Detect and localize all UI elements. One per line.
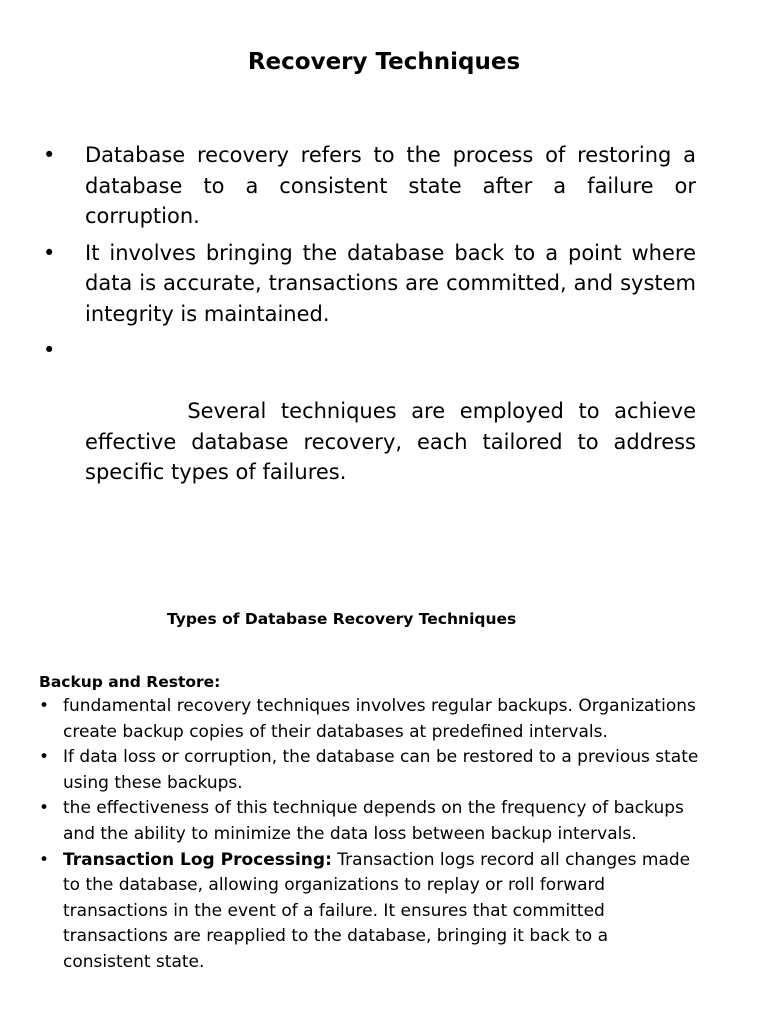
list-item bbox=[43, 335, 703, 518]
bullet-icon: • bbox=[43, 338, 56, 362]
sub-bullet-list bbox=[39, 694, 699, 976]
bullet-icon: • bbox=[39, 696, 50, 716]
bullet-icon: • bbox=[39, 798, 50, 819]
section-title: Types of Database Recovery Techniques bbox=[167, 610, 517, 628]
bullet-text: Several techniques are employed to achieve effective database recovery, each tailored to address specific types of failures. bbox=[85, 399, 703, 484]
list-item bbox=[39, 848, 699, 976]
bullet-icon: • bbox=[43, 240, 56, 265]
bullet-bold-term: Transaction Log Processing: bbox=[63, 849, 332, 870]
bullet-text: the effectiveness of this technique depends on the frequency of backups and the ability to minimize the data loss between backup intervals. bbox=[63, 798, 684, 844]
slide-title: Recovery Techniques bbox=[247, 49, 521, 75]
sub-heading: Backup and Restore: bbox=[39, 673, 221, 691]
main-bullet-list bbox=[43, 140, 703, 524]
bullet-text: Database recovery refers to the process of restoring a database to a consistent state after a failure or corruption. bbox=[85, 143, 696, 228]
bullet-text: It involves bringing the database back to a point where data is accurate, transactions are committed, and system integrity is maintained. bbox=[85, 240, 696, 326]
bullet-icon: • bbox=[39, 747, 50, 768]
list-item bbox=[39, 745, 699, 796]
list-item bbox=[43, 238, 696, 330]
bullet-icon: • bbox=[43, 143, 56, 167]
bullet-text: Transaction logs record all changes made to the database, allowing organizations to replay or roll forward transactions in the event of a failure. It ensures that committed transactions are reapplied to the database, bringing it back to a consistent state. bbox=[63, 849, 691, 972]
list-item bbox=[43, 140, 696, 232]
bullet-text: fundamental recovery techniques involves regular backups. Organizations create backup copies of their databases at predefined intervals. bbox=[63, 696, 696, 742]
bullet-icon: • bbox=[39, 849, 50, 870]
list-item bbox=[39, 796, 699, 847]
bullet-text: If data loss or corruption, the database can be restored to a previous state using these backups. bbox=[63, 747, 699, 793]
list-item bbox=[39, 694, 699, 745]
